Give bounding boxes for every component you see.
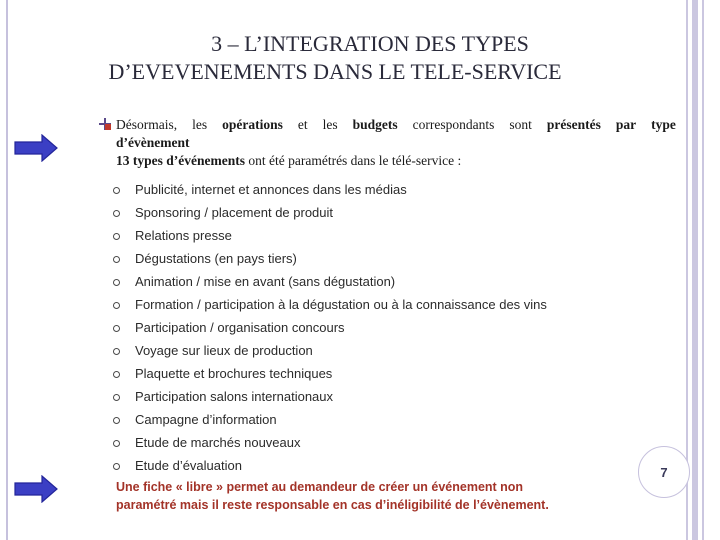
list-item-text: Sponsoring / placement de produit bbox=[135, 205, 334, 220]
intro-word: correspondants bbox=[412, 117, 495, 132]
list-item-text: Voyage sur lieux de production bbox=[135, 343, 313, 358]
intro-word: présentés bbox=[546, 117, 601, 132]
list-bullet bbox=[113, 325, 120, 332]
list-item bbox=[112, 364, 547, 387]
slide-title-line-1: 3 – L’INTEGRATION DES TYPES bbox=[211, 31, 529, 56]
list-bullet bbox=[113, 394, 120, 401]
intro-word: et bbox=[297, 117, 308, 132]
intro-word: opérations bbox=[222, 117, 283, 132]
intro-word: les bbox=[322, 117, 338, 132]
page-number-badge bbox=[638, 446, 690, 498]
list-item-text: Etude d’évaluation bbox=[135, 458, 242, 473]
list-item bbox=[112, 456, 547, 479]
list-bullet bbox=[113, 233, 120, 240]
right-arrow-icon bbox=[14, 475, 58, 503]
list-item bbox=[112, 226, 547, 249]
intro-line-1 bbox=[116, 116, 676, 134]
list-item bbox=[112, 272, 547, 295]
intro-line-2: d’évènement bbox=[116, 135, 190, 150]
intro-line-3 bbox=[116, 152, 676, 170]
list-bullet bbox=[113, 463, 120, 470]
list-item bbox=[112, 410, 547, 433]
list-item-text: Animation / mise en avant (sans dégustation) bbox=[135, 274, 396, 289]
list-item-text: Dégustations (en pays tiers) bbox=[135, 251, 297, 266]
right-frame-decoration bbox=[686, 0, 710, 540]
list-bullet bbox=[113, 279, 120, 286]
slide-title-line-2: D’EVEVENEMENTS DANS LE TELE-SERVICE bbox=[108, 59, 562, 84]
intro-paragraph bbox=[116, 116, 676, 170]
footer-note-line-1: Une fiche « libre » permet au demandeur de créer un événement non bbox=[116, 480, 524, 494]
list-bullet bbox=[113, 210, 120, 217]
list-item-text: Plaquette et brochures techniques bbox=[135, 366, 333, 381]
list-bullet bbox=[113, 187, 120, 194]
list-bullet bbox=[113, 302, 120, 309]
list-item-text: Publicité, internet et annonces dans les médias bbox=[135, 182, 407, 197]
page-number: 7 bbox=[660, 464, 668, 480]
intro-word: budgets bbox=[352, 117, 398, 132]
list-item-text: Relations presse bbox=[135, 228, 232, 243]
list-bullet bbox=[113, 417, 120, 424]
intro-count: 13 types d’événements bbox=[116, 153, 245, 168]
list-item-text: Campagne d’information bbox=[135, 412, 277, 427]
list-item bbox=[112, 203, 547, 226]
list-bullet bbox=[113, 371, 120, 378]
list-item bbox=[112, 341, 547, 364]
right-frame-line-2 bbox=[692, 0, 698, 540]
intro-word: sont bbox=[509, 117, 532, 132]
footer-note-line-2: paramétré mais il reste responsable en cas d’inéligibilité de l’évènement. bbox=[116, 498, 549, 512]
intro-word: type bbox=[651, 117, 676, 132]
intro-word: par bbox=[615, 117, 637, 132]
right-frame-line-3 bbox=[702, 0, 704, 540]
list-item-text: Etude de marchés nouveaux bbox=[135, 435, 301, 450]
list-item-text: Participation / organisation concours bbox=[135, 320, 345, 335]
intro-line-3-rest: ont été paramétrés dans le télé-service : bbox=[244, 153, 462, 168]
slide-title bbox=[60, 30, 680, 86]
intro-word: les bbox=[192, 117, 208, 132]
footer-note bbox=[116, 478, 636, 514]
list-item bbox=[112, 180, 547, 203]
list-item bbox=[112, 433, 547, 456]
intro-word: Désormais, bbox=[116, 117, 178, 132]
list-item-text: Participation salons internationaux bbox=[135, 389, 334, 404]
list-bullet bbox=[113, 440, 120, 447]
four-point-bullet-icon bbox=[99, 118, 111, 130]
list-item bbox=[112, 249, 547, 272]
list-item bbox=[112, 387, 547, 410]
list-item bbox=[112, 318, 547, 341]
event-types-list bbox=[112, 180, 547, 479]
right-arrow-icon bbox=[14, 134, 58, 162]
list-item-text: Formation / participation à la dégustation ou à la connaissance des vins bbox=[135, 297, 547, 312]
list-bullet bbox=[113, 256, 120, 263]
list-item bbox=[112, 295, 547, 318]
list-bullet bbox=[113, 348, 120, 355]
